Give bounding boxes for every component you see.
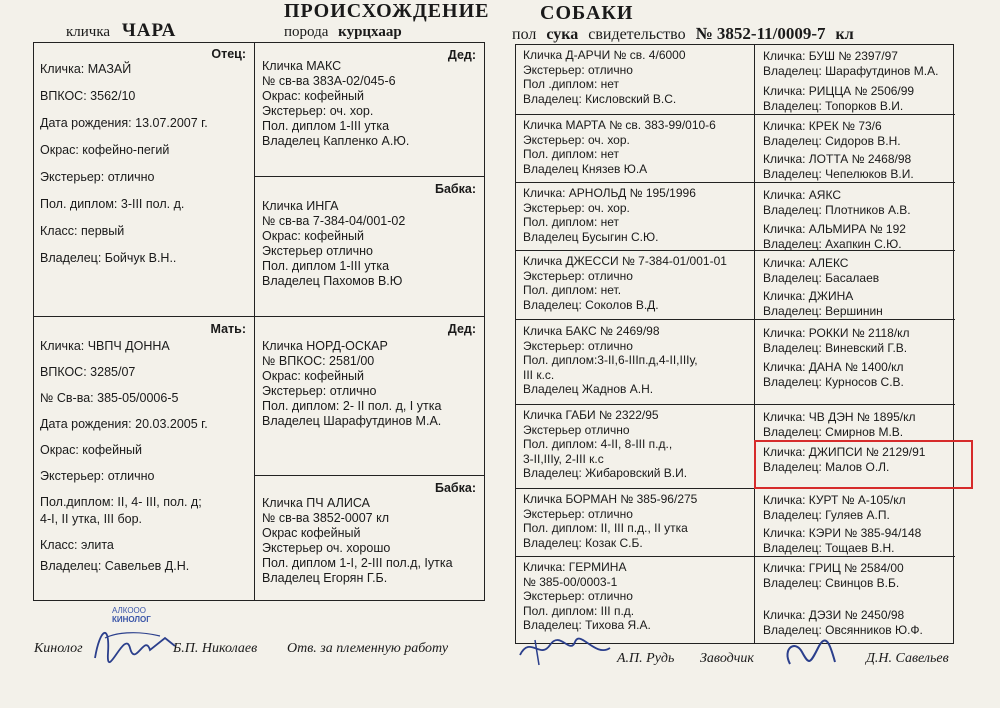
grand-row: Владелец Капленко А.Ю. [262,134,410,148]
g4-row: Владелец: Свинцов В.Б. [763,575,900,590]
g4-row: Владелец: Ахапкин С.Ю. [763,236,902,251]
mother-diploma-cont: 4-I, II утка, III бор. [40,512,142,526]
right-divider [754,44,755,644]
grand-row: Кличка ПЧ АЛИСА [262,496,370,510]
left-mid-divider [33,316,485,317]
granddam-paternal [256,178,484,316]
g4-row: Кличка: ЛОТТА № 2468/98 [763,152,912,166]
mother-class: Класс: элита [40,538,114,552]
g4-cell [757,491,953,525]
ggp-row: Экстерьер: отлично [523,589,633,604]
ggp-divider-mid [515,319,955,320]
ggp-row: Пол. диплом:3-II,6-IIIп.д,4-II,IIIу, [523,353,698,368]
ggp-row: Пол. диплом: нет [523,215,620,230]
grand-row: Экстерьер оч. хорошо [262,541,391,555]
g4-row: Кличка: АЛЬМИРА № 192 [763,222,906,236]
ggp-row: Владелец: Жибаровский В.И. [523,466,688,481]
g4-row: Кличка: ЧВ ДЭН № 1895/кл [763,410,916,424]
g4-cell [757,117,953,151]
father-class: Класс: первый [40,224,125,238]
ggp-row: Владелец: Кисловский В.С. [523,91,677,106]
ggp-cell-3 [517,184,754,250]
breeding-role-label: Отв. за племенную работу [287,641,449,656]
g4-row: Владелец: Малов О.Л. [763,459,890,474]
g4-row: Кличка: ДЖИПСИ № 2129/91 [763,445,926,459]
ggp-cell-4 [517,252,754,318]
father-color: Окрас: кофейно-пегий [40,143,170,157]
ggp-row: Кличка ДЖЕССИ № 7-384-01/001-01 [523,254,727,268]
sex-value: сука [546,26,579,43]
grand-row: Пол. диплом 1-III утка [262,259,390,273]
nickname-label: кличка [66,24,111,40]
ggp-row: Кличка БАКС № 2469/98 [523,324,660,338]
grand-row: Экстерьер: оч. хор. [262,104,374,118]
grand-row: № св-ва 383А-02/045-6 [262,74,396,88]
grand-row: № св-ва 7-384-04/001-02 [262,214,406,228]
g4-row: Кличка: АЛЕКС [763,256,849,270]
g4-row: Кличка: БУШ № 2397/97 [763,49,898,63]
cynologist-signature [90,618,180,668]
g4-row: Владелец: Плотников А.В. [763,202,911,217]
g4-row: Кличка: КЭРИ № 385-94/148 [763,526,922,540]
father-role-label: Отец: [211,47,246,61]
ggp-row: Экстерьер: отлично [523,338,633,353]
ggp-row: Владелец Жаднов А.Н. [523,382,654,397]
ggp-divider [515,250,755,251]
g4-cell [757,186,953,220]
stamp-line-2: КИНОЛОГ [112,615,151,624]
g4-row: Владелец: Виневский Г.В. [763,340,908,355]
mother-vpkos: ВПКОС: 3285/07 [40,365,136,379]
ggp-cell-2 [517,116,754,182]
ggp-row: Кличка: ГЕРМИНА [523,560,627,574]
breed-value: курцхаар [338,24,402,40]
grand-row: № ВПКОС: 2581/00 [262,354,375,368]
mother-cert: № Св-ва: 385-05/0006-5 [40,391,179,405]
father-owner: Владелец: Бойчук В.Н.. [40,251,177,265]
ggp-row: Экстерьер: отлично [523,62,633,77]
g4-cell [757,82,953,116]
grand-row: Владелец Пахомов В.Ю [262,274,403,288]
ggp-divider [515,556,755,557]
g4-row: Владелец: Тощаев В.Н. [763,540,895,555]
grand-row: Экстерьер: отлично [262,384,377,398]
cynologist-name: Б.П. Николаев [173,641,258,656]
ggp-row: Пол .диплом: нет [523,77,620,92]
ggp-row: Владелец Князев Ю.А [523,161,648,176]
g4-row: Кличка: КУРТ № А-105/кл [763,493,906,507]
ggp-row: Владелец: Соколов В.Д. [523,297,659,312]
g4-row: Владелец: Вершинин [763,303,883,318]
grand-row: Владелец Егорян Г.Б. [262,571,388,585]
grand-divider-top [254,176,485,177]
ggp-divider [515,488,755,489]
grand-row: Пол. диплом 1-III утка [262,119,390,133]
g4-divider [755,556,955,557]
g4-cell [757,524,953,558]
ggp-row: Пол. диплом: нет. [523,283,622,298]
g4-row: Владелец: Сидоров В.Н. [763,133,901,148]
ggp-row: Экстерьер: оч. хор. [523,200,630,215]
sex-cert-line [512,24,854,44]
ggp-row: Пол. диплом: 4-II, 8-III п.д., [523,437,673,452]
father-nickname: Кличка: МАЗАЙ [40,62,132,76]
ggp-row: III к.с. [523,367,555,382]
ggp-row: Кличка Д-АРЧИ № св. 4/6000 [523,48,686,62]
grand-row: Окрас: кофейный [262,229,364,243]
g4-row: Кличка: ДЖИНА [763,289,854,303]
grand-row: Окрас кофейный [262,526,361,540]
breed-line [284,24,402,41]
g4-row: Владелец: Овсянников Ю.Ф. [763,622,923,637]
father-birthdate: Дата рождения: 13.07.2007 г. [40,116,208,130]
g4-cell [757,220,953,254]
g4-row: Кличка: КРЕК № 73/6 [763,119,882,133]
ggp-cell-6 [517,406,754,488]
mother-birthdate: Дата рождения: 20.03.2005 г. [40,417,208,431]
grand-row: Окрас: кофейный [262,89,364,103]
ggp-divider [515,182,755,183]
g4-row: Кличка: ДЭЗИ № 2450/98 [763,608,905,622]
breeder-label: Заводчик [700,651,754,666]
grand-row: № св-ва 3852-0007 кл [262,511,390,525]
g4-cell [757,47,953,81]
g4-row: Владелец: Чепелюков В.И. [763,166,914,181]
mother-color: Окрас: кофейный [40,443,142,457]
grand-row: Кличка НОРД-ОСКАР [262,339,388,353]
g4-cell [757,150,953,184]
g4-cell [757,408,953,442]
ggp-row: Экстерьер: отлично [523,506,633,521]
ggp-row: Владелец Бусыгин С.Ю. [523,229,659,244]
ggp-row: Пол. диплом: II, III п.д., II утка [523,521,688,536]
father-vpkos: ВПКОС: 3562/10 [40,89,136,103]
g4-cell [757,559,953,593]
ggp-row: Пол. диплом: III п.д. [523,603,635,618]
g4-divider [755,250,955,251]
ggp-cell-7 [517,490,754,556]
g4-row: Владелец: Смирнов М.В. [763,424,904,439]
g4-cell [757,324,953,360]
grand-row: Окрас: кофейный [262,369,364,383]
cert-number: № 3852-11/0009-7 [695,24,826,43]
ggp-row: Кличка БОРМАН № 385-96/275 [523,492,698,506]
middle-name: А.П. Рудь [617,651,675,666]
mother-nickname: Кличка: ЧВПЧ ДОННА [40,339,170,353]
grand-role-label: Бабка: [434,182,476,196]
stamp-line-1: АЛКООО [112,606,146,615]
ggp-row: 3-II,IIIу, 2-III к.с [523,451,604,466]
ggp-divider [515,404,755,405]
g4-divider [755,404,955,405]
cert-suffix: кл [835,26,854,43]
g4-row: Владелец: Гуляев А.П. [763,507,890,522]
dog-nickname: ЧАРА [121,20,177,41]
highlight-box [754,440,973,489]
granddam-maternal [256,477,484,600]
breeder-signature [780,634,840,674]
g4-row: Владелец: Басалаев [763,270,880,285]
ggp-row: № 385-00/0003-1 [523,574,618,589]
title-origin: ПРОИСХОЖДЕНИЕ [284,0,490,22]
grandsire-paternal [256,44,484,176]
grandsire-maternal [256,318,484,475]
g4-row: Владелец: Курносов С.В. [763,374,904,389]
middle-signature [515,630,615,670]
mother-owner: Владелец: Савельев Д.Н. [40,559,190,573]
g4-divider [755,114,955,115]
grand-divider-bottom [254,475,485,476]
g4-row: Владелец: Шарафутдинов М.А. [763,63,939,78]
g4-row: Кличка: ДАНА № 1400/кл [763,360,904,374]
ggp-row: Экстерьер: оч. хор. [523,132,630,147]
g4-row: Кличка: РОККИ № 2118/кл [763,326,910,340]
father-cell [34,43,254,316]
grand-role-label: Дед: [447,48,476,62]
grand-role-label: Бабка: [434,481,476,495]
breeder-name: Д.Н. Савельев [866,651,949,666]
grand-row: Экстерьер отлично [262,244,373,258]
mother-diploma: Пол.диплом: II, 4- III, пол. д; [40,495,202,509]
mother-role-label: Мать: [210,322,246,336]
g4-cell [757,287,953,319]
title-dog: СОБАКИ [540,2,634,24]
grand-row: Кличка ИНГА [262,199,339,213]
breed-label: порода [284,24,329,40]
g4-divider [755,182,955,183]
nickname-line [66,20,176,42]
g4-cell [757,358,953,398]
father-exterior: Экстерьер: отлично [40,170,155,184]
father-diploma: Пол. диплом: 3-III пол. д. [40,197,185,211]
grand-role-label: Дед: [447,322,476,336]
left-divider [254,42,255,601]
grand-row: Пол. диплом: 2- II пол. д, I утка [262,399,442,413]
cynologist-label: Кинолог [34,641,83,656]
ggp-cell-5 [517,322,754,404]
sex-label: пол [512,26,537,43]
ggp-row: Экстерьер отлично [523,422,630,437]
ggp-row: Владелец: Тихова Я.А. [523,618,651,633]
ggp-row: Кличка: АРНОЛЬД № 195/1996 [523,186,696,200]
g4-row: Владелец: Топорков В.И. [763,98,904,113]
g4-row: Кличка: АЯКС [763,188,841,202]
ggp-row: Экстерьер: отлично [523,268,633,283]
grand-row: Пол. диплом 1-I, 2-III пол.д, Iутка [262,556,453,570]
g4-cell [757,254,953,288]
mother-exterior: Экстерьер: отлично [40,469,155,483]
grand-row: Кличка МАКС [262,59,342,73]
ggp-row: Владелец: Козак С.Б. [523,535,643,550]
grand-row: Владелец Шарафутдинов М.А. [262,414,442,428]
cert-label: свидетельство [588,26,686,43]
ggp-divider [515,114,755,115]
g4-row: Кличка: РИЦЦА № 2506/99 [763,84,915,98]
ggp-row: Кличка ГАБИ № 2322/95 [523,408,659,422]
mother-cell [34,318,254,600]
ggp-cell-1 [517,46,754,114]
g4-row: Кличка: ГРИЦ № 2584/00 [763,561,904,575]
ggp-row: Пол. диплом: нет [523,147,620,162]
ggp-row: Кличка МАРТА № св. 383-99/010-6 [523,118,716,132]
